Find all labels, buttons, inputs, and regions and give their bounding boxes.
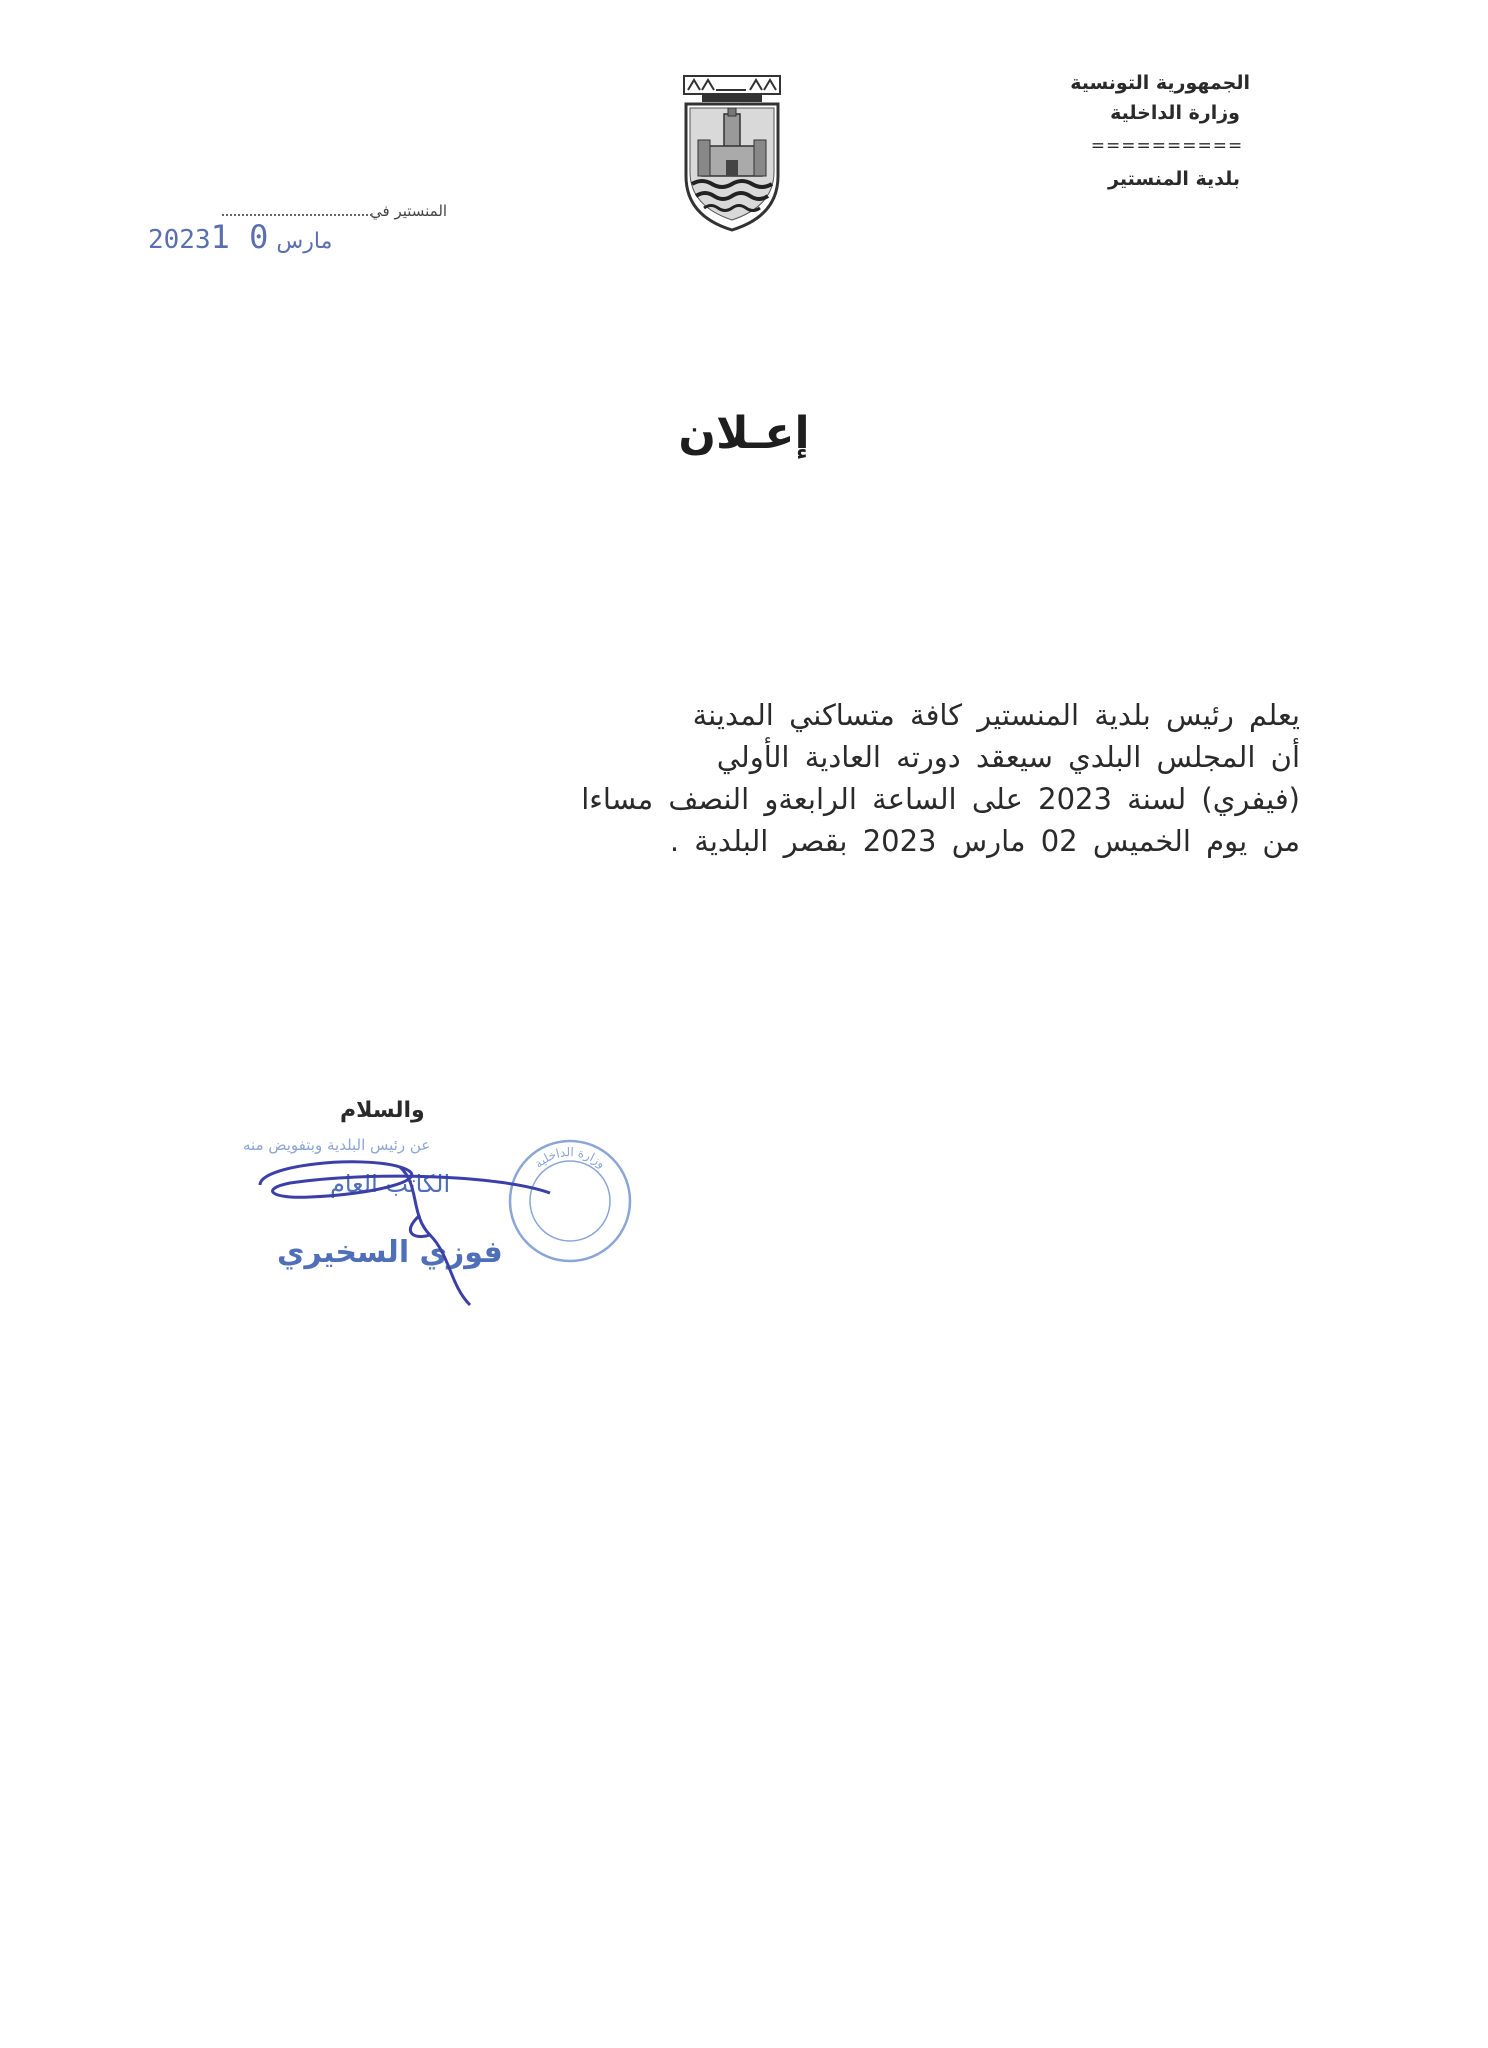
date-stamp-month: مارس: [276, 229, 333, 254]
delegation-note: عن رئيس البلدية وبتفويض منه: [243, 1136, 431, 1154]
body-line: من يوم الخميس 02 مارس 2023 بقصر البلدية .: [669, 824, 1300, 858]
signatory-title: الكاتب العام: [330, 1170, 451, 1198]
body-line: أن المجلس البلدي سيعقد دورته العادية الأولي: [716, 740, 1300, 774]
body-line: يعلم رئيس بلدية المنستير كافة متساكني المدينة: [692, 698, 1300, 732]
monastir-coat-of-arms-icon: [678, 72, 786, 232]
seal-text: وزارة الداخلية: [531, 1144, 609, 1171]
header-ministry: وزارة الداخلية: [1110, 102, 1240, 124]
page-title: إعـلان: [678, 408, 810, 459]
date-dotted-line: [222, 214, 372, 216]
handwritten-signature: [250, 1145, 570, 1315]
header-municipality: بلدية المنستير: [1108, 168, 1240, 190]
date-label: المنستير في: [370, 202, 448, 220]
signatory-name: فوزي السخيري: [277, 1235, 503, 1270]
closing-salutation: والسلام: [340, 1098, 425, 1123]
header-republic: الجمهورية التونسية: [1070, 72, 1250, 94]
date-stamp-day: 0 1: [210, 218, 269, 256]
announcement-body: [370, 694, 1300, 862]
header-separator: ==========: [1090, 136, 1244, 156]
date-stamp: [148, 218, 340, 256]
body-line: (فيفري) لسنة 2023 على الساعة الرابعةو النصف مساءا: [581, 782, 1300, 816]
date-stamp-year: 2023: [148, 225, 211, 255]
